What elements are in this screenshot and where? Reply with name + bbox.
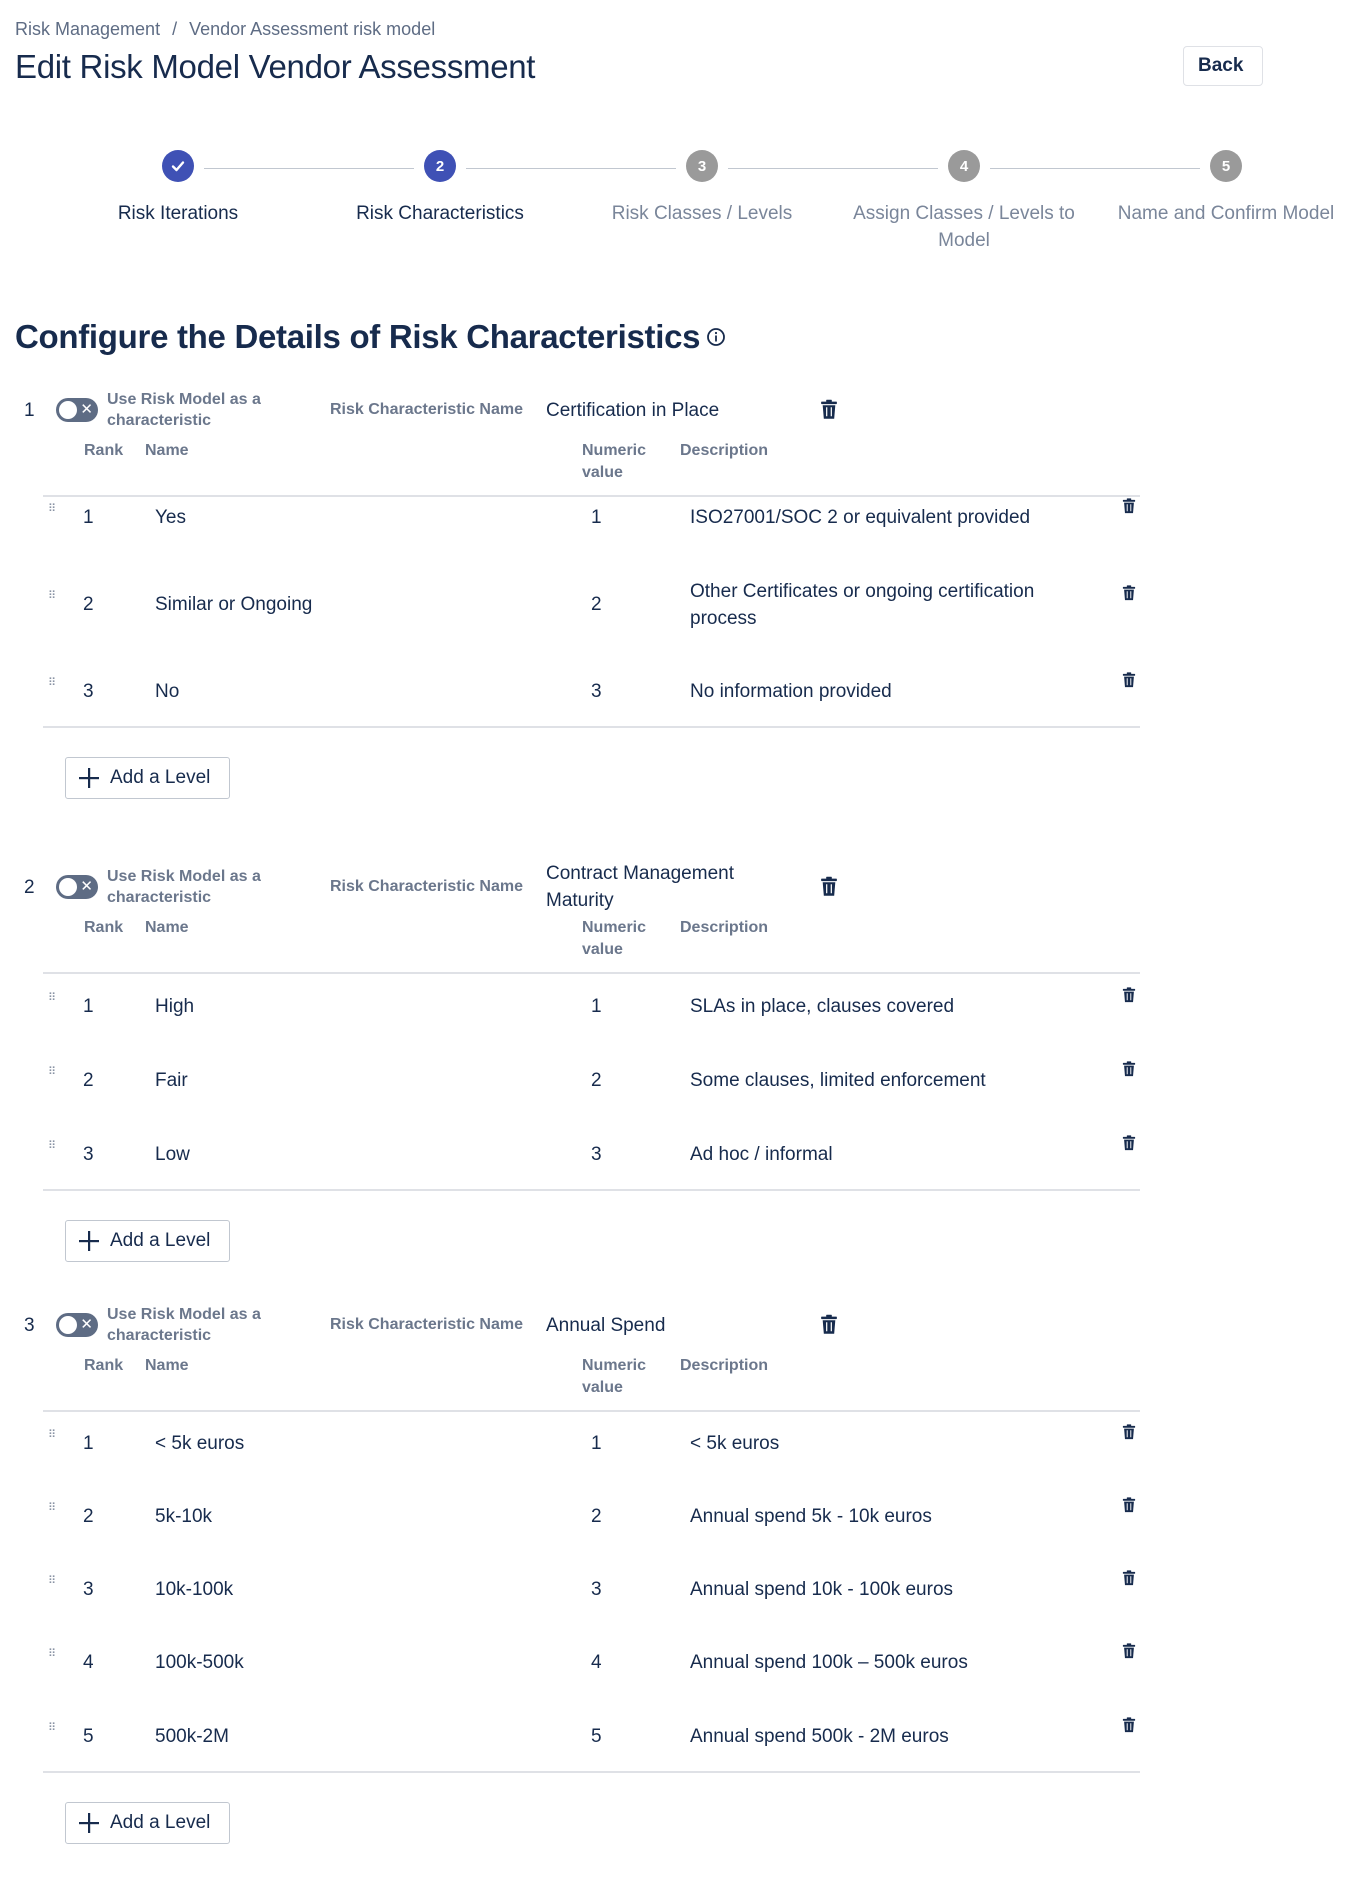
step-label: Risk Iterations bbox=[117, 203, 239, 224]
level-name[interactable]: Similar or Ongoing bbox=[155, 594, 313, 615]
step-number: 5 bbox=[1210, 150, 1242, 182]
level-name[interactable]: Low bbox=[155, 1144, 190, 1165]
name-header: Name bbox=[145, 442, 189, 459]
level-rank: 2 bbox=[83, 594, 94, 615]
risk-characteristic-name-label: Risk Characteristic Name bbox=[330, 878, 523, 895]
step-number: 2 bbox=[424, 150, 456, 182]
step-3[interactable] bbox=[571, 150, 833, 227]
numeric-value-header: Numeric value bbox=[582, 442, 647, 481]
level-name[interactable]: Fair bbox=[155, 1070, 188, 1091]
toggle-knob bbox=[59, 401, 77, 419]
level-description[interactable]: < 5k euros bbox=[690, 1433, 780, 1454]
section-title bbox=[15, 318, 726, 356]
delete-level-icon[interactable] bbox=[1122, 1424, 1136, 1445]
delete-characteristic-icon[interactable] bbox=[820, 399, 838, 425]
drag-handle-icon[interactable]: ⠿ bbox=[48, 1502, 56, 1514]
level-numeric-value[interactable]: 3 bbox=[591, 681, 602, 702]
level-numeric-value[interactable]: 2 bbox=[591, 1070, 602, 1091]
level-rank: 1 bbox=[83, 996, 94, 1017]
drag-handle-icon[interactable]: ⠿ bbox=[48, 1140, 56, 1152]
add-level-button[interactable] bbox=[65, 1802, 230, 1844]
delete-characteristic-icon[interactable] bbox=[820, 876, 838, 902]
level-description[interactable]: Annual spend 10k - 100k euros bbox=[690, 1579, 954, 1600]
use-model-label: Use Risk Model as a characteristic bbox=[107, 868, 261, 906]
risk-characteristic-block bbox=[0, 391, 1236, 788]
level-description[interactable]: No information provided bbox=[690, 681, 892, 702]
level-name[interactable]: 5k-10k bbox=[155, 1506, 213, 1527]
delete-level-icon[interactable] bbox=[1122, 672, 1136, 693]
add-level-button[interactable] bbox=[65, 1220, 230, 1262]
risk-characteristic-block bbox=[0, 863, 1236, 1251]
level-description[interactable]: SLAs in place, clauses covered bbox=[690, 996, 955, 1017]
level-numeric-value[interactable]: 3 bbox=[591, 1144, 602, 1165]
risk-characteristic-block bbox=[0, 1306, 1236, 1833]
risk-characteristic-name-label: Risk Characteristic Name bbox=[330, 1316, 523, 1333]
back-button[interactable]: Back bbox=[1183, 46, 1263, 86]
plus-icon bbox=[78, 767, 100, 789]
delete-level-icon[interactable] bbox=[1122, 1570, 1136, 1591]
step-label: Risk Classes / Levels bbox=[611, 203, 793, 224]
rank-header: Rank bbox=[84, 919, 124, 936]
delete-level-icon[interactable] bbox=[1122, 1135, 1136, 1156]
use-model-label: Use Risk Model as a characteristic bbox=[107, 391, 261, 429]
level-rank: 3 bbox=[83, 681, 94, 702]
level-numeric-value[interactable]: 1 bbox=[591, 1433, 602, 1454]
toggle-knob bbox=[59, 1316, 77, 1334]
page-title: Edit Risk Model Vendor Assessment bbox=[15, 48, 536, 85]
level-description[interactable]: Ad hoc / informal bbox=[690, 1144, 833, 1165]
step-4[interactable] bbox=[833, 150, 1095, 254]
level-description[interactable]: ISO27001/SOC 2 or equivalent provided bbox=[690, 507, 1031, 528]
step-label: Assign Classes / Levels to Model bbox=[853, 203, 1075, 251]
level-rank: 4 bbox=[83, 1652, 94, 1673]
step-1[interactable] bbox=[47, 150, 309, 227]
level-description[interactable]: Annual spend 5k - 10k euros bbox=[690, 1506, 932, 1527]
numeric-value-header: Numeric value bbox=[582, 1357, 647, 1396]
rank-header: Rank bbox=[84, 1357, 124, 1374]
risk-characteristic-name-label: Risk Characteristic Name bbox=[330, 401, 523, 418]
drag-handle-icon[interactable]: ⠿ bbox=[48, 590, 56, 602]
risk-characteristic-name-value[interactable]: Annual Spend bbox=[546, 1315, 666, 1336]
level-rank: 2 bbox=[83, 1506, 94, 1527]
delete-level-icon[interactable] bbox=[1122, 585, 1136, 606]
table-header-divider bbox=[43, 495, 1140, 497]
close-icon: ✕ bbox=[80, 401, 93, 418]
description-header: Description bbox=[680, 1357, 769, 1374]
name-header: Name bbox=[145, 919, 189, 936]
use-model-toggle[interactable] bbox=[56, 398, 98, 422]
level-name[interactable]: Yes bbox=[155, 507, 186, 528]
delete-level-icon[interactable] bbox=[1122, 1643, 1136, 1664]
breadcrumb-separator: / bbox=[172, 19, 178, 39]
drag-handle-icon[interactable]: ⠿ bbox=[48, 503, 56, 515]
numeric-value-header: Numeric value bbox=[582, 919, 647, 958]
characteristic-index: 2 bbox=[24, 877, 35, 898]
characteristic-index: 1 bbox=[24, 400, 35, 421]
plus-icon bbox=[78, 1230, 100, 1252]
add-level-label: Add a Level bbox=[110, 1812, 211, 1833]
level-rank: 3 bbox=[83, 1579, 94, 1600]
breadcrumb-current-link[interactable]: Vendor Assessment risk model bbox=[189, 19, 436, 39]
close-icon: ✕ bbox=[80, 1316, 93, 1333]
delete-level-icon[interactable] bbox=[1122, 1061, 1136, 1082]
level-description[interactable]: Some clauses, limited enforcement bbox=[690, 1070, 986, 1091]
level-name[interactable]: < 5k euros bbox=[155, 1433, 245, 1454]
level-description[interactable]: Other Certificates or ongoing certification process bbox=[690, 581, 1035, 629]
level-numeric-value[interactable]: 2 bbox=[591, 1506, 602, 1527]
plus-icon bbox=[78, 1812, 100, 1834]
rank-header: Rank bbox=[84, 442, 124, 459]
level-numeric-value[interactable]: 1 bbox=[591, 507, 602, 528]
characteristic-index: 3 bbox=[24, 1315, 35, 1336]
drag-handle-icon[interactable]: ⠿ bbox=[48, 1648, 56, 1660]
step-number: 3 bbox=[686, 150, 718, 182]
table-bottom-divider bbox=[43, 1189, 1140, 1191]
table-bottom-divider bbox=[43, 1771, 1140, 1773]
section-title-text: Configure the Details of Risk Characteristics bbox=[15, 318, 701, 355]
delete-level-icon[interactable] bbox=[1122, 1717, 1136, 1738]
level-numeric-value[interactable]: 1 bbox=[591, 996, 602, 1017]
delete-level-icon[interactable] bbox=[1122, 1497, 1136, 1518]
delete-level-icon[interactable] bbox=[1122, 498, 1136, 519]
level-name[interactable]: No bbox=[155, 681, 180, 702]
step-number: 4 bbox=[948, 150, 980, 182]
add-level-label: Add a Level bbox=[110, 767, 211, 788]
level-rank: 5 bbox=[83, 1726, 94, 1747]
table-bottom-divider bbox=[43, 726, 1140, 728]
step-label: Name and Confirm Model bbox=[1117, 203, 1335, 224]
level-numeric-value[interactable]: 4 bbox=[591, 1652, 602, 1673]
use-model-label: Use Risk Model as a characteristic bbox=[107, 1306, 261, 1344]
description-header: Description bbox=[680, 919, 769, 936]
risk-characteristic-name-value[interactable]: Contract Management Maturity bbox=[546, 863, 734, 911]
table-header-divider bbox=[43, 1410, 1140, 1412]
step-label: Risk Characteristics bbox=[356, 203, 524, 224]
drag-handle-icon[interactable]: ⠿ bbox=[48, 677, 56, 689]
level-rank: 1 bbox=[83, 507, 94, 528]
use-model-toggle[interactable] bbox=[56, 875, 98, 899]
step-5[interactable] bbox=[1095, 150, 1357, 227]
add-level-button[interactable] bbox=[65, 757, 230, 799]
close-icon: ✕ bbox=[80, 878, 93, 895]
level-numeric-value[interactable]: 3 bbox=[591, 1579, 602, 1600]
description-header: Description bbox=[680, 442, 769, 459]
add-level-label: Add a Level bbox=[110, 1230, 211, 1251]
check-icon bbox=[162, 150, 194, 182]
drag-handle-icon[interactable]: ⠿ bbox=[48, 1722, 56, 1734]
toggle-knob bbox=[59, 878, 77, 896]
drag-handle-icon[interactable]: ⠿ bbox=[48, 1575, 56, 1587]
delete-level-icon[interactable] bbox=[1122, 987, 1136, 1008]
info-icon[interactable] bbox=[706, 317, 726, 355]
level-name[interactable]: 100k-500k bbox=[155, 1652, 244, 1673]
use-model-toggle[interactable] bbox=[56, 1313, 98, 1337]
step-2[interactable] bbox=[309, 150, 571, 227]
level-name[interactable]: 500k-2M bbox=[155, 1726, 229, 1747]
level-rank: 3 bbox=[83, 1144, 94, 1165]
name-header: Name bbox=[145, 1357, 189, 1374]
breadcrumb bbox=[15, 19, 435, 40]
level-numeric-value[interactable]: 2 bbox=[591, 594, 602, 615]
level-description[interactable]: Annual spend 500k - 2M euros bbox=[690, 1726, 949, 1747]
drag-handle-icon[interactable]: ⠿ bbox=[48, 992, 56, 1004]
level-name[interactable]: 10k-100k bbox=[155, 1579, 234, 1600]
level-rank: 2 bbox=[83, 1070, 94, 1091]
drag-handle-icon[interactable]: ⠿ bbox=[48, 1066, 56, 1078]
breadcrumb-root-link[interactable]: Risk Management bbox=[15, 19, 161, 39]
risk-characteristic-name-value[interactable]: Certification in Place bbox=[546, 400, 720, 421]
level-numeric-value[interactable]: 5 bbox=[591, 1726, 602, 1747]
drag-handle-icon[interactable]: ⠿ bbox=[48, 1429, 56, 1441]
level-rank: 1 bbox=[83, 1433, 94, 1454]
level-description[interactable]: Annual spend 100k – 500k euros bbox=[690, 1652, 968, 1673]
delete-characteristic-icon[interactable] bbox=[820, 1314, 838, 1340]
level-name[interactable]: High bbox=[155, 996, 195, 1017]
table-header-divider bbox=[43, 972, 1140, 974]
